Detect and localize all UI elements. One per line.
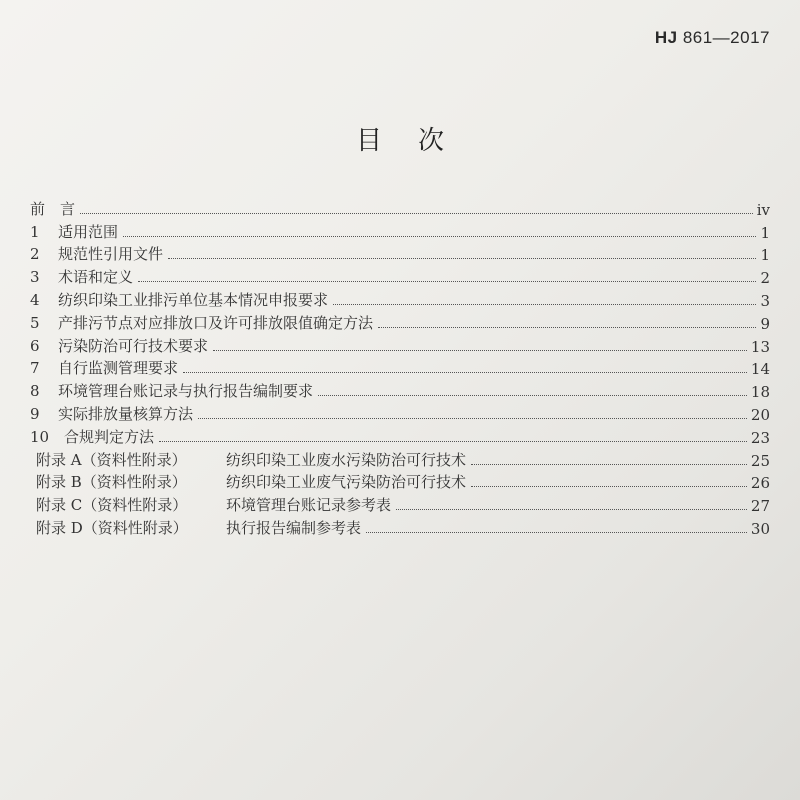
toc-entry-label: 附录 C（资料性附录） 环境管理台账记录参考表 — [36, 496, 392, 515]
toc-entry-number: 8 — [30, 382, 40, 401]
toc-entry-label: 1 适用范围 — [30, 222, 119, 241]
table-of-contents — [30, 196, 770, 538]
dot-leader — [366, 531, 747, 533]
toc-entry-page: 30 — [750, 519, 770, 538]
toc-entry-page: 1 — [760, 223, 770, 242]
dot-leader — [168, 257, 756, 259]
toc-entry-label: 3 术语和定义 — [30, 268, 134, 287]
toc-entry-label: 7 自行监测管理要求 — [30, 359, 179, 378]
toc-entry-page: 3 — [760, 291, 770, 310]
toc-entry-label: 附录 B（资料性附录） 纺织印染工业废气污染防治可行技术 — [36, 473, 467, 492]
toc-entry[interactable] — [30, 264, 770, 287]
toc-entry-label: 9 实际排放量核算方法 — [30, 404, 194, 423]
dot-leader — [159, 440, 747, 442]
toc-entry[interactable] — [30, 310, 770, 333]
toc-entry-number: 5 — [30, 313, 40, 332]
toc-entry-label: 前 言 — [30, 199, 76, 218]
dot-leader — [318, 394, 747, 396]
toc-appendix-entry[interactable] — [30, 447, 770, 470]
appendix-id: 附录 C（资料性附录） — [36, 496, 188, 515]
toc-entry-label: 2 规范性引用文件 — [30, 245, 164, 264]
toc-entry-number: 9 — [30, 404, 40, 423]
toc-entry-label: 附录 A（资料性附录） 纺织印染工业废水污染防治可行技术 — [36, 450, 467, 469]
toc-entry-number: 3 — [30, 268, 40, 287]
toc-entry-label: 8 环境管理台账记录与执行报告编制要求 — [30, 382, 314, 401]
dot-leader — [333, 303, 756, 305]
toc-entry[interactable] — [30, 356, 770, 379]
toc-entry[interactable] — [30, 378, 770, 401]
toc-entry[interactable] — [30, 196, 770, 219]
dot-leader — [198, 417, 747, 419]
toc-entry[interactable] — [30, 333, 770, 356]
page-title: 目次 — [355, 126, 480, 156]
standard-code: HJ 861—2017 — [654, 28, 770, 47]
toc-entry-page: 14 — [750, 360, 770, 379]
toc-entry-label: 附录 D（资料性附录） 执行报告编制参考表 — [36, 518, 362, 537]
toc-entry-page: 9 — [760, 314, 770, 333]
toc-entry-page: 1 — [760, 246, 770, 265]
appendix-id: 附录 D（资料性附录） — [36, 518, 188, 537]
toc-entry-number: 2 — [30, 245, 40, 264]
toc-entry-label: 6 污染防治可行技术要求 — [30, 336, 209, 355]
toc-entry-page: 13 — [750, 337, 770, 356]
dot-leader — [471, 463, 747, 465]
toc-entry-page: 2 — [760, 269, 770, 288]
dot-leader — [80, 212, 753, 214]
toc-entry-page: 25 — [750, 451, 770, 470]
dot-leader — [138, 280, 756, 282]
dot-leader — [183, 371, 747, 373]
toc-entry-page: 23 — [750, 428, 770, 447]
toc-entry-number: 1 — [30, 222, 40, 241]
appendix-id: 附录 A（资料性附录） — [36, 450, 187, 469]
toc-entry-page: 26 — [750, 474, 770, 493]
dot-leader — [471, 485, 747, 487]
toc-entry[interactable] — [30, 424, 770, 447]
dot-leader — [123, 235, 756, 237]
toc-appendix-entry[interactable] — [30, 470, 770, 493]
toc-entry-label: 10 合规判定方法 — [30, 427, 155, 446]
toc-entry-number: 7 — [30, 359, 40, 378]
toc-entry[interactable] — [30, 242, 770, 265]
dot-leader — [213, 349, 747, 351]
toc-entry-label: 5 产排污节点对应排放口及许可排放限值确定方法 — [30, 313, 374, 332]
toc-entry-number: 10 — [30, 427, 50, 446]
toc-entry-page: 20 — [750, 405, 770, 424]
toc-appendix-entry[interactable] — [30, 515, 770, 538]
appendix-id: 附录 B（资料性附录） — [36, 473, 187, 492]
dot-leader — [378, 326, 756, 328]
toc-entry-label: 4 纺织印染工业排污单位基本情况申报要求 — [30, 290, 329, 309]
toc-entry-number: 4 — [30, 290, 40, 309]
toc-entry-page: iv — [756, 200, 770, 219]
dot-leader — [396, 508, 747, 510]
toc-entry[interactable] — [30, 287, 770, 310]
toc-entry[interactable] — [30, 401, 770, 424]
toc-entry-page: 18 — [750, 383, 770, 402]
toc-entry-page: 27 — [750, 497, 770, 516]
toc-appendix-entry[interactable] — [30, 492, 770, 515]
toc-entry[interactable] — [30, 219, 770, 242]
toc-entry-number: 6 — [30, 336, 40, 355]
